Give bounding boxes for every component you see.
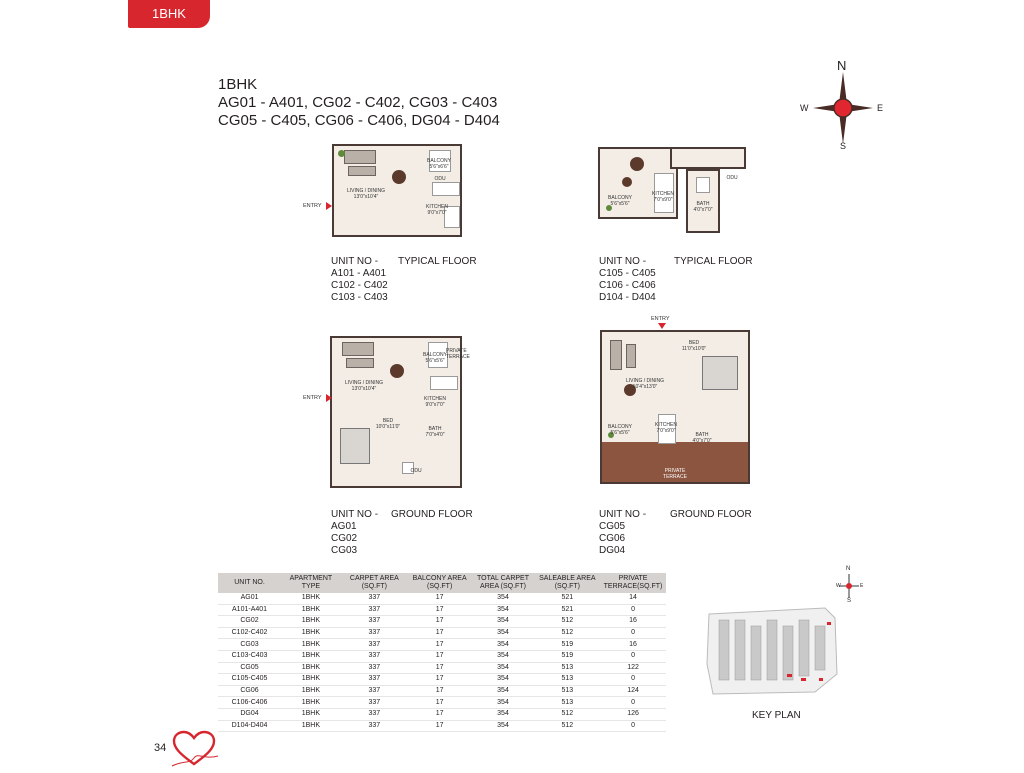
unit-range: A101 - A401	[331, 268, 387, 279]
cell-total: 354	[471, 616, 534, 628]
cell-unit: D104-D404	[218, 720, 281, 732]
title-line-2: AG01 - A401, CG02 - C402, CG03 - C403	[218, 94, 498, 111]
room-bed	[368, 418, 408, 430]
room-kitchen-name: KITCHEN	[655, 422, 677, 428]
cell-unit: DG04	[218, 708, 281, 720]
unit-info-4	[599, 509, 646, 557]
room-bath-size: 4'0"x7'0"	[692, 438, 712, 444]
cell-type: 1BHK	[281, 650, 341, 662]
cell-balcony: 17	[408, 674, 471, 686]
table-header: CARPET AREA (SQ.FT)	[341, 573, 408, 593]
room-terrace: PRIVATE TERRACE	[663, 468, 687, 480]
room-bath-name: BATH	[428, 426, 442, 432]
table-row	[218, 639, 666, 651]
compass-east: E	[877, 103, 884, 113]
cell-balcony: 17	[408, 708, 471, 720]
room-living-name: LIVING / DINING	[344, 380, 384, 386]
table-row	[218, 685, 666, 697]
floor-label-3: GROUND FLOOR	[391, 509, 473, 520]
compass-east: E	[860, 583, 864, 589]
room-odu: ODU	[410, 468, 422, 474]
room-balcony-name: BALCONY	[427, 158, 451, 164]
cell-terrace: 14	[600, 593, 666, 604]
table-row	[218, 627, 666, 639]
cell-balcony: 17	[408, 627, 471, 639]
page-title	[218, 76, 500, 130]
room-living-size: 13'0"x10'4"	[353, 194, 379, 200]
entry-label: ENTRY	[303, 395, 322, 401]
entry-label: ENTRY	[303, 203, 322, 209]
title-line-1: 1BHK	[218, 76, 258, 93]
room-odu: ODU	[434, 176, 446, 182]
room-bath	[688, 201, 718, 213]
floor-plan-typical-right	[598, 147, 746, 233]
cell-terrace: 16	[600, 639, 666, 651]
cell-saleable: 512	[535, 708, 600, 720]
cell-saleable: 521	[535, 593, 600, 604]
cell-type: 1BHK	[281, 627, 341, 639]
cell-type: 1BHK	[281, 639, 341, 651]
cell-type: 1BHK	[281, 662, 341, 674]
room-bed-size: 10'0"x11'0"	[375, 424, 401, 430]
cell-terrace: 0	[600, 697, 666, 709]
room-living-size: 10'4"x13'0"	[632, 384, 658, 390]
entry-arrow-icon	[658, 323, 666, 329]
cell-total: 354	[471, 708, 534, 720]
cell-carpet: 337	[341, 708, 408, 720]
table-row	[218, 674, 666, 686]
cell-unit: C102-C402	[218, 627, 281, 639]
table-row	[218, 604, 666, 616]
unit-info-2	[599, 256, 656, 304]
compass-north: N	[837, 58, 847, 73]
unit-range: C105 - C405	[599, 268, 656, 279]
cell-type: 1BHK	[281, 685, 341, 697]
room-bed-name: BED	[382, 418, 394, 424]
cell-saleable: 513	[535, 685, 600, 697]
room-kitchen-size: 7'0"x9'0"	[653, 197, 673, 203]
cell-terrace: 122	[600, 662, 666, 674]
room-balcony-name: BALCONY	[423, 352, 447, 358]
room-balcony	[608, 424, 632, 436]
cell-saleable: 512	[535, 720, 600, 732]
cell-unit: CG05	[218, 662, 281, 674]
cell-carpet: 337	[341, 674, 408, 686]
cell-saleable: 513	[535, 697, 600, 709]
cell-unit: AG01	[218, 593, 281, 604]
cell-unit: CG03	[218, 639, 281, 651]
compass-south: S	[840, 141, 847, 151]
room-balcony-name: BALCONY	[608, 424, 632, 430]
unit-info-1	[331, 256, 388, 304]
unit-range: DG04	[599, 545, 626, 556]
cell-saleable: 512	[535, 627, 600, 639]
room-balcony-size: 5'6"x5'6"	[610, 430, 630, 436]
table-header: BALCONY AREA (SQ.FT)	[408, 573, 471, 593]
table-header: UNIT NO.	[218, 573, 281, 593]
cell-carpet: 337	[341, 720, 408, 732]
room-kitchen	[650, 191, 676, 203]
room-kitchen-name: KITCHEN	[424, 396, 446, 402]
room-living	[622, 378, 668, 390]
cell-total: 354	[471, 593, 534, 604]
cell-terrace: 0	[600, 720, 666, 732]
table-header: PRIVATE TERRACE(SQ.FT)	[600, 573, 666, 593]
table-row	[218, 593, 666, 604]
cell-carpet: 337	[341, 593, 408, 604]
unit-range: C102 - C402	[331, 280, 388, 291]
cell-terrace: 0	[600, 674, 666, 686]
room-bath-size: 4'0"x7'0"	[693, 207, 713, 213]
room-bed-name: BED	[688, 340, 700, 346]
cell-type: 1BHK	[281, 674, 341, 686]
table-row	[218, 720, 666, 732]
entry-arrow-icon	[326, 394, 332, 402]
room-kitchen-name: KITCHEN	[426, 204, 448, 210]
entry-arrow-icon	[326, 202, 332, 210]
floor-label-1: TYPICAL FLOOR	[398, 256, 477, 267]
cell-saleable: 519	[535, 639, 600, 651]
cell-balcony: 17	[408, 720, 471, 732]
cell-balcony: 17	[408, 604, 471, 616]
room-kitchen-size: 7'0"x9'0"	[656, 428, 676, 434]
cell-saleable: 512	[535, 616, 600, 628]
page-number: 34	[154, 742, 167, 754]
table-row	[218, 708, 666, 720]
cell-unit: A101-A401	[218, 604, 281, 616]
room-living	[336, 380, 392, 392]
floor-plan-ground-left	[330, 336, 470, 488]
cell-type: 1BHK	[281, 616, 341, 628]
unit-info-3	[331, 509, 378, 557]
room-balcony-size: 5'6"x5'6"	[610, 201, 630, 207]
unit-range: C106 - C406	[599, 280, 656, 291]
room-bed	[674, 340, 714, 352]
area-table	[218, 573, 666, 732]
compass-west: W	[836, 583, 841, 589]
room-balcony	[426, 158, 452, 170]
compass-rose	[800, 58, 890, 154]
room-bath-name: BATH	[695, 432, 709, 438]
room-bath	[688, 432, 716, 444]
cell-carpet: 337	[341, 697, 408, 709]
unit-label: UNIT NO -	[331, 509, 379, 520]
room-balcony	[422, 352, 448, 364]
room-living-size: 13'0"x10'4"	[351, 386, 377, 392]
room-bath	[420, 426, 450, 438]
floor-label-4: GROUND FLOOR	[670, 509, 752, 520]
room-bed-size: 11'0"x10'0"	[681, 346, 707, 352]
cell-total: 354	[471, 604, 534, 616]
table-header: TOTAL CARPET AREA (SQ.FT)	[471, 573, 534, 593]
title-line-3: CG05 - C405, CG06 - C406, DG04 - D404	[218, 112, 500, 129]
compass-west: W	[800, 103, 809, 113]
cell-balcony: 17	[408, 639, 471, 651]
floor-plan-ground-right	[600, 330, 750, 484]
cell-type: 1BHK	[281, 720, 341, 732]
room-balcony-name: BALCONY	[608, 195, 632, 201]
cell-terrace: 0	[600, 650, 666, 662]
room-odu: ODU	[726, 175, 738, 181]
cell-balcony: 17	[408, 593, 471, 604]
cell-balcony: 17	[408, 697, 471, 709]
unit-range: CG02	[331, 533, 358, 544]
key-plan-map	[705, 604, 845, 696]
unit-label: UNIT NO -	[599, 256, 647, 267]
cell-total: 354	[471, 685, 534, 697]
cell-carpet: 337	[341, 662, 408, 674]
room-living-name: LIVING / DINING	[346, 188, 386, 194]
key-plan-label: KEY PLAN	[752, 710, 801, 721]
room-living	[338, 188, 394, 200]
cell-total: 354	[471, 697, 534, 709]
table-row	[218, 650, 666, 662]
unit-label: UNIT NO -	[331, 256, 379, 267]
cell-type: 1BHK	[281, 697, 341, 709]
cell-total: 354	[471, 662, 534, 674]
room-balcony-size: 5'6"x5'6"	[425, 358, 445, 364]
table-header: SALEABLE AREA (SQ.FT)	[535, 573, 600, 593]
cell-unit: CG02	[218, 616, 281, 628]
cell-balcony: 17	[408, 685, 471, 697]
room-balcony	[608, 195, 632, 207]
cell-carpet: 337	[341, 604, 408, 616]
room-kitchen	[420, 204, 454, 216]
unit-range: AG01	[331, 521, 357, 532]
table-row	[218, 662, 666, 674]
table-row	[218, 697, 666, 709]
cell-balcony: 17	[408, 650, 471, 662]
cell-balcony: 17	[408, 662, 471, 674]
key-plan-compass	[836, 566, 866, 606]
floor-label-2: TYPICAL FLOOR	[674, 256, 753, 267]
cell-unit: C106-C406	[218, 697, 281, 709]
unit-label: UNIT NO -	[599, 509, 647, 520]
cell-type: 1BHK	[281, 593, 341, 604]
cell-total: 354	[471, 627, 534, 639]
table-row	[218, 616, 666, 628]
cell-carpet: 337	[341, 639, 408, 651]
cell-saleable: 513	[535, 674, 600, 686]
room-kitchen-size: 9'0"x7'0"	[425, 402, 445, 408]
room-bath-size: 7'0"x4'0"	[425, 432, 445, 438]
cell-unit: C103-C403	[218, 650, 281, 662]
floor-plan-typical-left	[332, 144, 462, 237]
cell-carpet: 337	[341, 616, 408, 628]
cell-total: 354	[471, 639, 534, 651]
cell-saleable: 513	[535, 662, 600, 674]
room-living-name: LIVING / DINING	[625, 378, 665, 384]
unit-range: CG03	[331, 545, 358, 556]
cell-total: 354	[471, 720, 534, 732]
compass-south: S	[847, 598, 852, 604]
cell-carpet: 337	[341, 685, 408, 697]
room-kitchen-size: 9'0"x7'0"	[427, 210, 447, 216]
cell-terrace: 124	[600, 685, 666, 697]
cell-carpet: 337	[341, 650, 408, 662]
cell-type: 1BHK	[281, 604, 341, 616]
section-tag: 1BHK	[128, 0, 210, 28]
cell-terrace: 0	[600, 604, 666, 616]
cell-carpet: 337	[341, 627, 408, 639]
room-kitchen	[652, 422, 680, 434]
cell-terrace: 16	[600, 616, 666, 628]
cell-terrace: 126	[600, 708, 666, 720]
cell-saleable: 519	[535, 650, 600, 662]
unit-range: D104 - D404	[599, 292, 656, 303]
cell-total: 354	[471, 650, 534, 662]
table-header-row	[218, 573, 666, 593]
cell-total: 354	[471, 674, 534, 686]
unit-range: CG05	[599, 521, 626, 532]
cell-terrace: 0	[600, 627, 666, 639]
compass-north: N	[846, 566, 851, 572]
cell-unit: C105-C405	[218, 674, 281, 686]
entry-label: ENTRY	[651, 316, 670, 322]
room-kitchen-name: KITCHEN	[652, 191, 674, 197]
table-header: APARTMENT TYPE	[281, 573, 341, 593]
unit-range: C103 - C403	[331, 292, 388, 303]
cell-type: 1BHK	[281, 708, 341, 720]
cell-saleable: 521	[535, 604, 600, 616]
room-balcony-size: 5'6"x6'6"	[429, 164, 449, 170]
heart-logo-icon	[170, 730, 220, 768]
unit-range: CG06	[599, 533, 626, 544]
cell-unit: CG06	[218, 685, 281, 697]
room-kitchen	[418, 396, 452, 408]
room-terrace: PRIVATE TERRACE	[446, 348, 470, 360]
room-bath-name: BATH	[696, 201, 710, 207]
cell-balcony: 17	[408, 616, 471, 628]
